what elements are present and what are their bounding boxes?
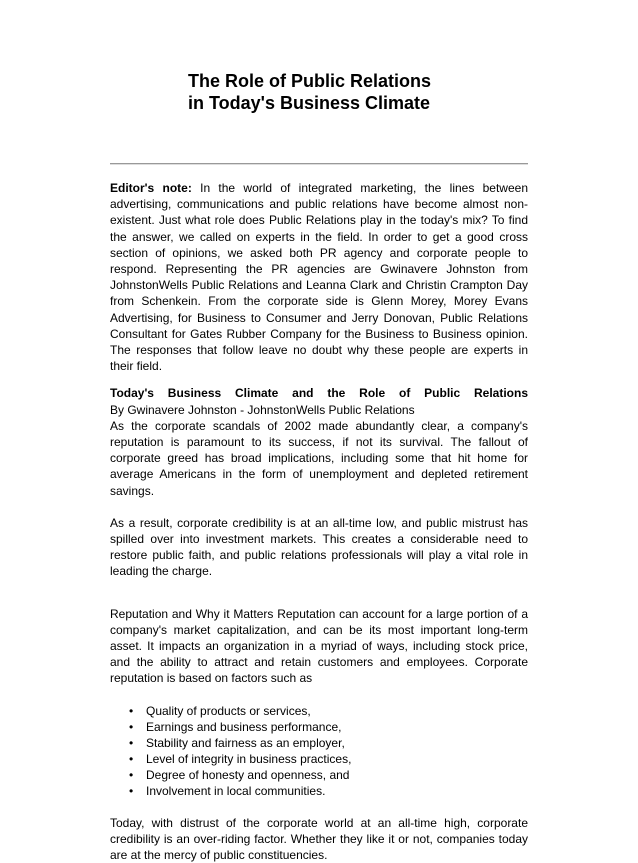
byline: By Gwinavere Johnston - JohnstonWells Public Relations [110, 402, 415, 417]
bullet-icon: • [129, 703, 134, 718]
title-divider [110, 163, 528, 165]
list-item-text: Involvement in local communities. [146, 783, 326, 798]
spacer [110, 374, 528, 385]
spacer [110, 687, 528, 703]
title-line-1: The Role of Public Relations [188, 71, 432, 91]
editors-note-text: In the world of integrated marketing, the lines between advertising, communications and public relations have become almost non-existent. Just what role does Public Relations play in the today's mix? To find the answer, we called on experts in the field. In order to get a good cross section of opinions, we asked both PR agency and corporate people to respond. Representing the PR agencies are Gwinavere Johnston from JohnstonWells Public Relations and Leanna Clark and Christin Crampton Day from Schenkein. From the corporate side is Glenn Morey, Morey Evans Advertising, for Business to Consumer and Jerry Donovan, Public Relations Consultant for Gates Rubber Company for the Business to Business opinion. The responses that follow leave no doubt why these people are experts in their field. [110, 181, 528, 374]
list-item-text: Degree of honesty and openness, and [146, 767, 350, 782]
bullet-icon: • [129, 783, 134, 798]
spacer [110, 499, 528, 515]
list-item-text: Quality of products or services, [146, 703, 311, 718]
bullet-icon: • [129, 735, 134, 750]
bullet-icon: • [129, 767, 134, 782]
list-item [110, 735, 528, 751]
list-item-text: Level of integrity in business practices, [146, 751, 352, 766]
list-item [110, 719, 528, 735]
list-item [110, 783, 528, 799]
document-body [110, 180, 528, 863]
title-line-2: in Today's Business Climate [188, 93, 431, 113]
document-title [188, 70, 518, 114]
spacer [110, 799, 528, 815]
list-item-text: Earnings and business performance, [146, 719, 342, 734]
spacer [110, 580, 528, 606]
bullet-icon: • [129, 751, 134, 766]
list-item [110, 751, 528, 767]
paragraph-2: As a result, corporate credibility is at an all-time low, and public mistrust has spilled over into investment markets. This creates a considerable need to restore public faith, and public relations professionals will play a vital role in leading the charge. [110, 515, 528, 579]
editors-note-label: Editor's note: [110, 181, 192, 195]
bullet-icon: • [129, 719, 134, 734]
editors-note-paragraph [110, 180, 528, 374]
list-item [110, 767, 528, 783]
reputation-factors-list [110, 703, 528, 799]
section-heading: Today's Business Climate and the Role of Public Relations [110, 386, 528, 401]
list-item-text: Stability and fairness as an employer, [146, 735, 345, 750]
paragraph-1: As the corporate scandals of 2002 made abundantly clear, a company's reputation is paramount to its success, if not its survival. The fallout of corporate greed has broad implications, including some that hit home for average Americans in the form of unemployment and depleted retirement savings. [110, 418, 528, 498]
paragraph-3: Reputation and Why it Matters Reputation can account for a large portion of a company's market capitalization, and can be its most important long-term asset. It impacts an organization in a myriad of ways, including stock price, and the ability to attract and retain customers and employees. Corporate reputation is based on factors such as [110, 606, 528, 686]
paragraph-4: Today, with distrust of the corporate world at an all-time high, corporate credibility is an over-riding factor. Whether they like it or not, companies today are at the mercy of public constituencies. [110, 815, 528, 863]
list-item [110, 703, 528, 719]
